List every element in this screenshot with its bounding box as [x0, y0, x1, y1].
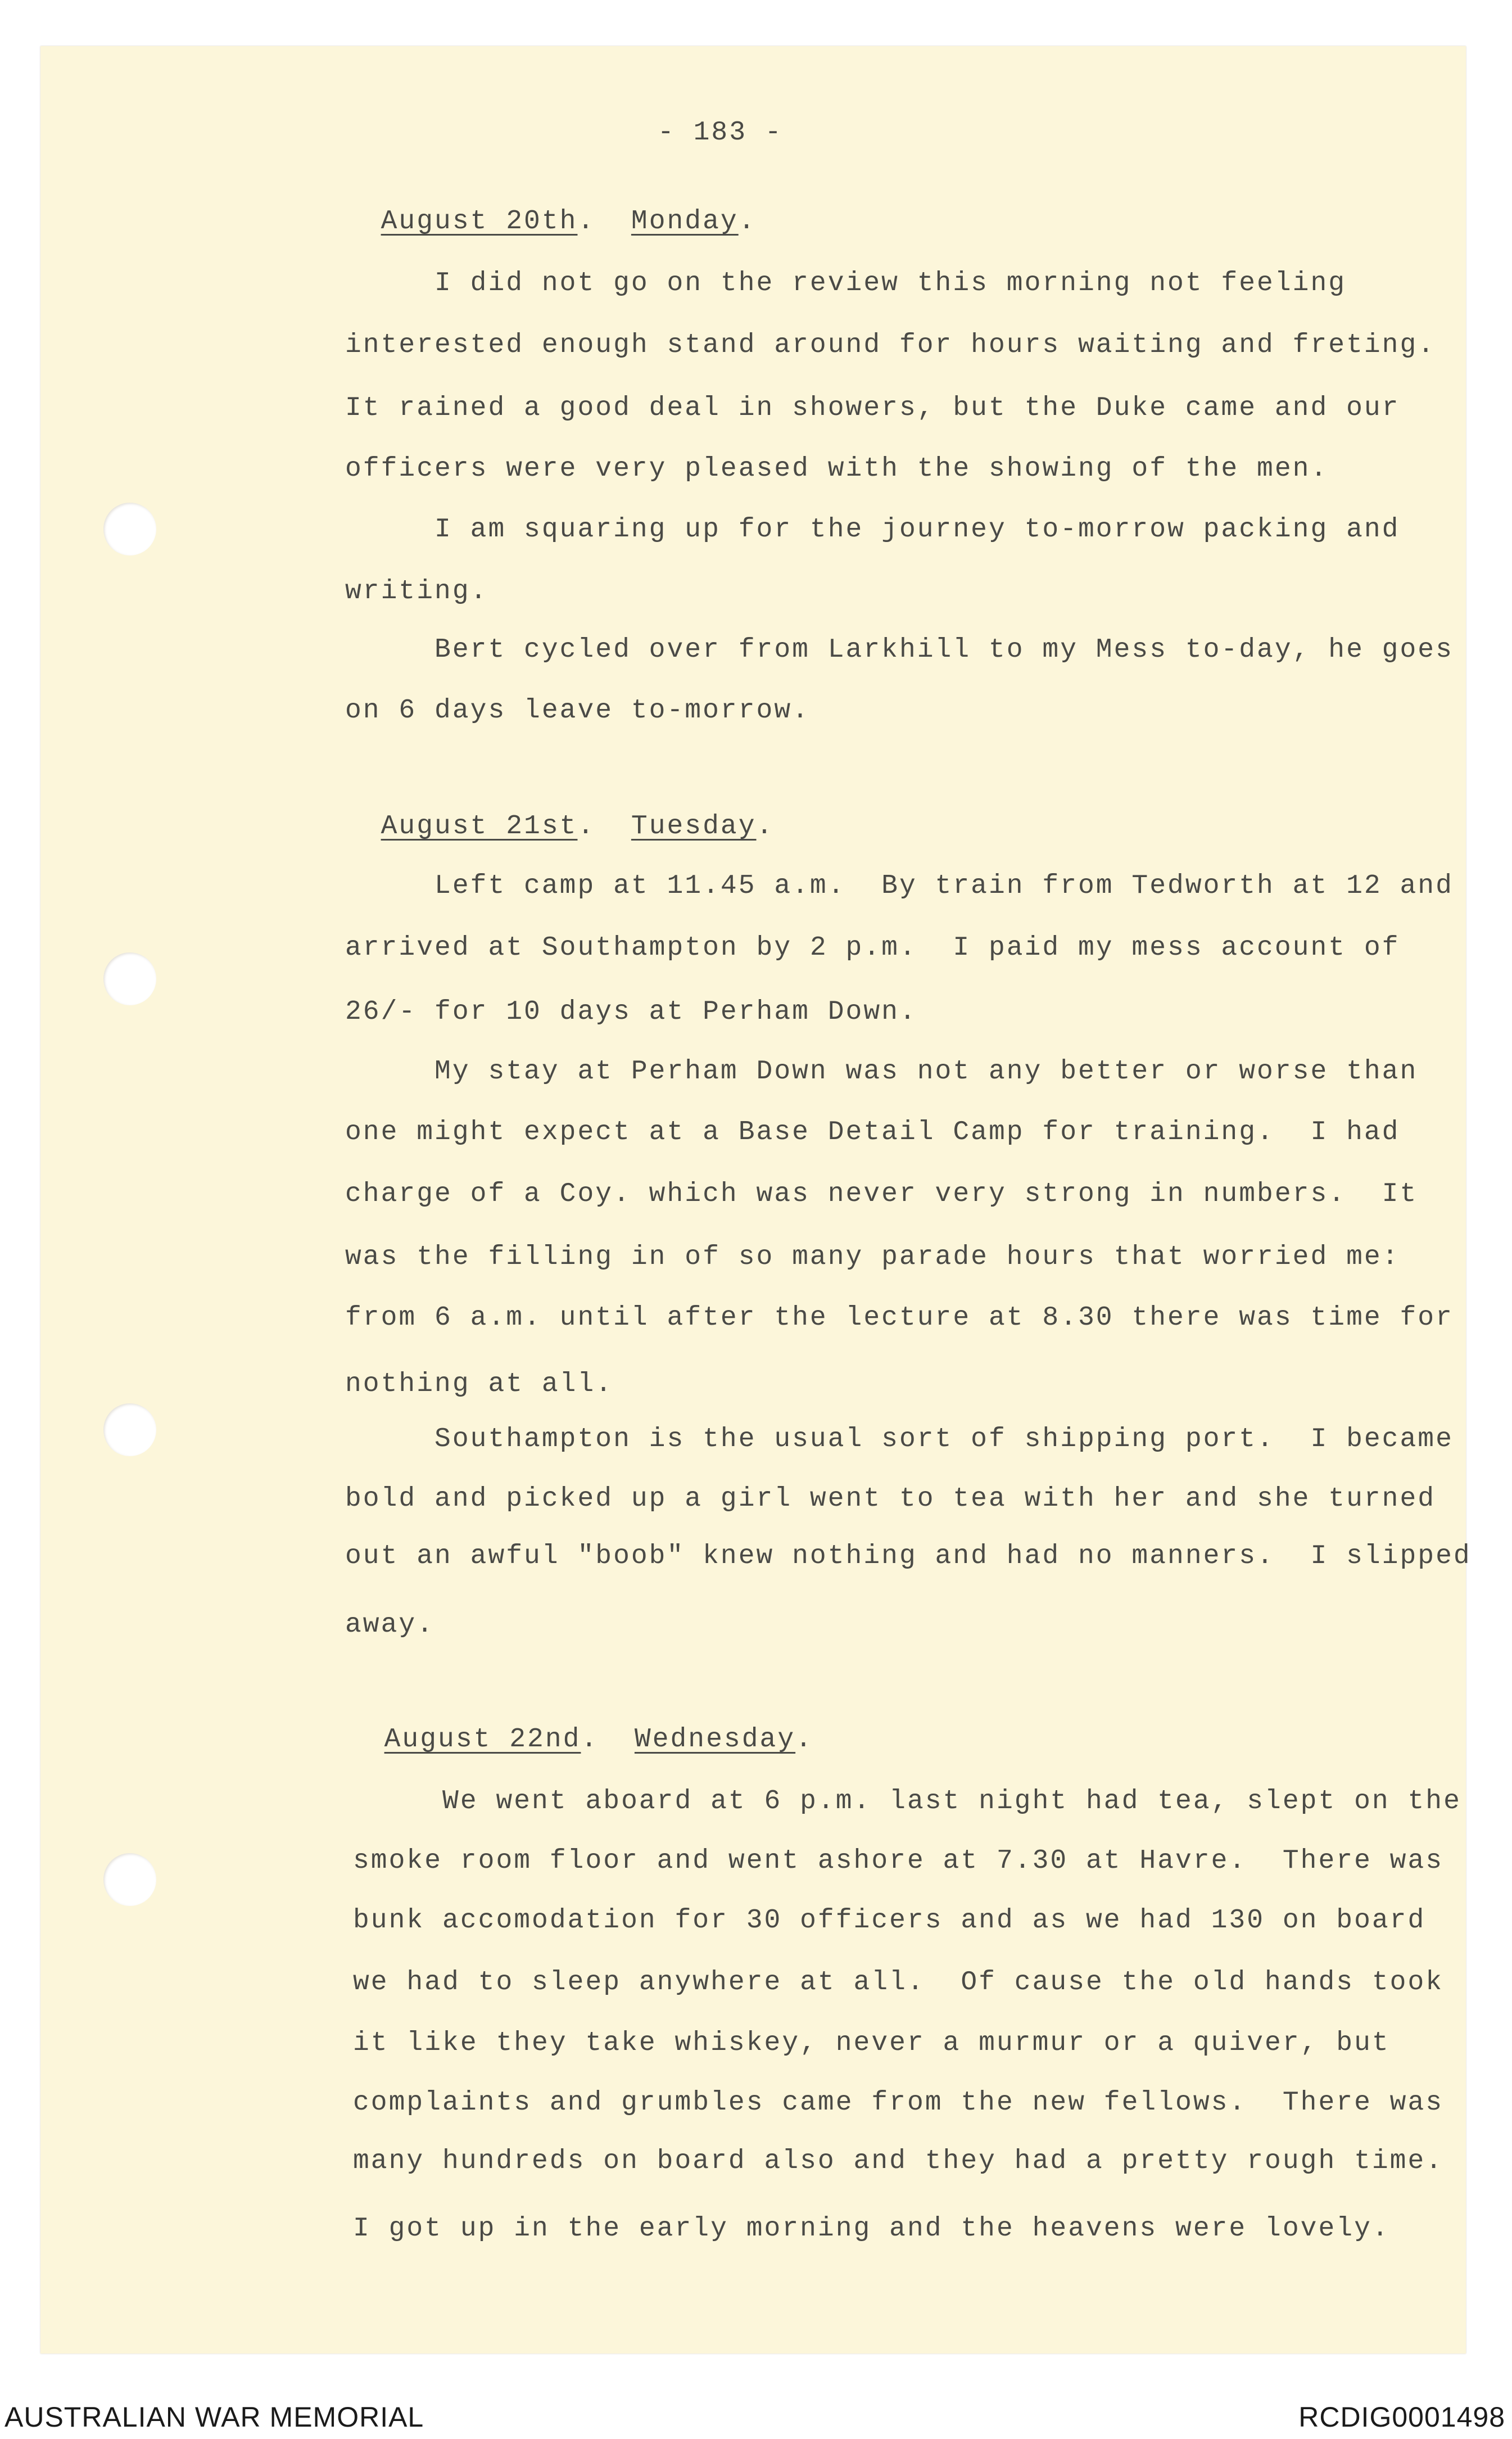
entry-line: complaints and grumbles came from the new fellows. There was [353, 2088, 1444, 2118]
entry-line: from 6 a.m. until after the lecture at 8.30 there was time for [345, 1303, 1454, 1333]
entry-date: August 21st [381, 811, 578, 842]
entry-line: Left camp at 11.45 a.m. By train from Tedworth at 12 and [345, 871, 1454, 901]
entry-line: it like they take whiskey, never a murmur or a quiver, but [353, 2028, 1390, 2058]
punch-hole [103, 1853, 156, 1906]
entry-line: on 6 days leave to-morrow. [345, 695, 810, 726]
entry-line: Southampton is the usual sort of shipping port. I became [345, 1424, 1454, 1455]
entry-line: My stay at Perham Down was not any better or worse than [345, 1056, 1418, 1087]
entry-heading: August 21st. Tuesday. [381, 811, 775, 842]
entry-line: It rained a good deal in showers, but the Duke came and our [345, 393, 1400, 423]
entry-line: We went aboard at 6 p.m. last night had tea, slept on the [353, 1786, 1461, 1817]
entry-line: bold and picked up a girl went to tea with her and she turned [345, 1484, 1436, 1514]
entry-day: Monday [631, 206, 739, 237]
entry-line: Bert cycled over from Larkhill to my Mess to-day, he goes [345, 635, 1454, 665]
punch-hole [103, 952, 156, 1005]
entry-line: nothing at all. [345, 1369, 614, 1399]
entry-line: away. [345, 1610, 435, 1640]
entry-line: I did not go on the review this morning not feeling [345, 268, 1347, 299]
entry-line: out an awful "boob" knew nothing and had no manners. I slipped [345, 1541, 1472, 1571]
entry-line: one might expect at a Base Detail Camp for training. I had [345, 1117, 1400, 1148]
entry-heading: August 20th. Monday. [381, 206, 757, 237]
record-id: RCDIG0001498 [1298, 2401, 1505, 2433]
entry-line: 26/- for 10 days at Perham Down. [345, 997, 917, 1027]
entry-line: was the filling in of so many parade hours that worried me: [345, 1242, 1400, 1272]
page-number: - 183 - [658, 118, 783, 148]
entry-day: Wednesday [634, 1724, 796, 1755]
punch-hole [103, 503, 156, 555]
entry-line: many hundreds on board also and they had a pretty rough time. [353, 2146, 1444, 2176]
entry-date: August 20th [381, 206, 578, 237]
entry-line: arrived at Southampton by 2 p.m. I paid my mess account of [345, 933, 1400, 963]
entry-heading: August 22nd. Wednesday. [384, 1724, 813, 1755]
entry-line: I am squaring up for the journey to-morrow packing and [345, 514, 1400, 545]
entry-date: August 22nd [384, 1724, 581, 1755]
entry-line: I got up in the early morning and the heavens were lovely. [353, 2214, 1390, 2244]
punch-hole [103, 1403, 156, 1456]
entry-line: charge of a Coy. which was never very strong in numbers. It [345, 1179, 1418, 1209]
entry-line: interested enough stand around for hours waiting and freting. [345, 330, 1436, 360]
entry-day: Tuesday [631, 811, 757, 842]
entry-line: officers were very pleased with the showing of the men. [345, 454, 1329, 484]
entry-line: we had to sleep anywhere at all. Of cause the old hands took [353, 1967, 1444, 1998]
entry-line: writing. [345, 576, 488, 607]
entry-line: bunk accomodation for 30 officers and as we had 130 on board [353, 1905, 1426, 1936]
entry-line: smoke room floor and went ashore at 7.30 at Havre. There was [353, 1846, 1444, 1876]
institution-label: AUSTRALIAN WAR MEMORIAL [4, 2401, 424, 2433]
